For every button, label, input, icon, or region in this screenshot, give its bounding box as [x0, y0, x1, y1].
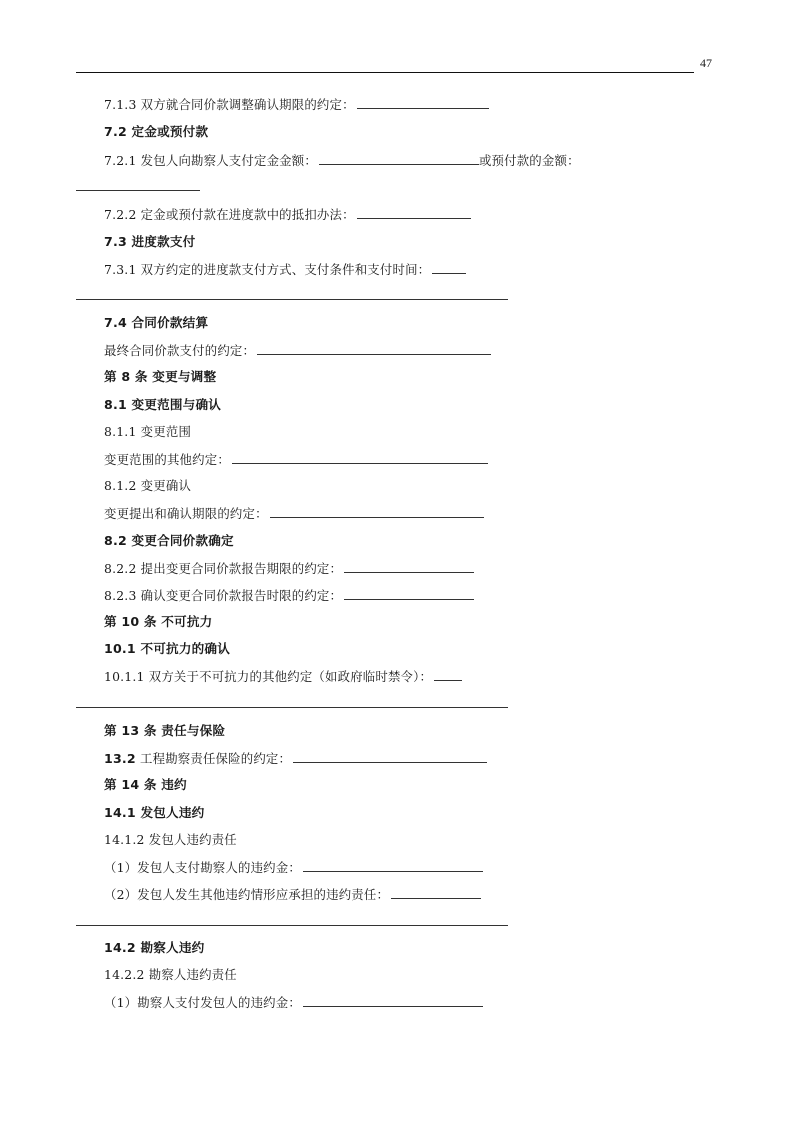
clause-text: （1）勘察人支付发包人的违约金： — [104, 995, 301, 1010]
heading-8-2: 8.2 变更合同价款确定 — [104, 533, 234, 548]
heading-8-1: 8.1 变更范围与确认 — [104, 397, 222, 412]
fill-in-blank[interactable] — [344, 560, 474, 573]
clause-14-1-2-2 — [104, 886, 481, 903]
clause-text: 10.1.1 双方关于不可抗力的其他约定（如政府临时禁令）： — [104, 669, 433, 684]
heading-7-3: 7.3 进度款支付 — [104, 234, 196, 249]
fill-in-blank-continued[interactable] — [76, 925, 508, 926]
clause-8-1-2: 8.1.2 变更确认 — [104, 478, 192, 493]
clause-8-2-3 — [104, 587, 474, 604]
fill-in-blank[interactable] — [232, 451, 488, 464]
fill-in-blank[interactable] — [357, 206, 471, 219]
clause-13-2 — [104, 750, 487, 767]
heading-14-2: 14.2 勘察人违约 — [104, 940, 205, 955]
clause-7-2-2 — [104, 206, 471, 223]
clause-text: 7.2.1 发包人向勘察人支付定金金额： — [104, 153, 317, 168]
fill-in-blank[interactable] — [344, 587, 474, 600]
fill-in-blank[interactable] — [434, 668, 462, 681]
heading-7-2: 7.2 定金或预付款 — [104, 124, 209, 139]
clause-text: 8.2.2 提出变更合同价款报告期限的约定： — [104, 561, 343, 576]
clause-14-2-2: 14.2.2 勘察人违约责任 — [104, 967, 237, 982]
clause-change-confirm-period — [104, 505, 484, 522]
clause-text: 变更提出和确认期限的约定： — [104, 506, 268, 521]
clause-8-1-1: 8.1.1 变更范围 — [104, 424, 192, 439]
fill-in-blank[interactable] — [391, 886, 481, 899]
clause-text: 8.2.3 确认变更合同价款报告时限的约定： — [104, 588, 343, 603]
clause-text: （1）发包人支付勘察人的违约金： — [104, 860, 301, 875]
fill-in-blank[interactable] — [257, 342, 491, 355]
clause-text: 工程勘察责任保险的约定： — [135, 751, 292, 766]
clause-10-1-1 — [104, 668, 462, 685]
clause-text: （2）发包人发生其他违约情形应承担的违约责任： — [104, 887, 390, 902]
article-10: 第 10 条 不可抗力 — [104, 614, 213, 629]
clause-text-tail: 或预付款的金额： — [478, 153, 580, 168]
clause-text: 7.1.3 双方就合同价款调整确认期限的约定： — [104, 97, 355, 112]
clause-14-2-2-1 — [104, 994, 483, 1011]
clause-text: 7.3.1 双方约定的进度款支付方式、支付条件和支付时间： — [104, 262, 431, 277]
clause-change-scope-other — [104, 451, 488, 468]
fill-in-blank[interactable] — [319, 152, 479, 165]
fill-in-blank[interactable] — [293, 750, 487, 763]
heading-10-1: 10.1 不可抗力的确认 — [104, 641, 231, 656]
clause-8-2-2 — [104, 560, 474, 577]
fill-in-blank[interactable] — [357, 96, 489, 109]
article-14: 第 14 条 违约 — [104, 777, 187, 792]
clause-text: 7.2.2 定金或预付款在进度款中的抵扣办法： — [104, 207, 355, 222]
clause-14-1-2: 14.1.2 发包人违约责任 — [104, 832, 237, 847]
clause-number: 13.2 — [104, 751, 136, 766]
clause-7-3-1 — [104, 261, 466, 278]
fill-in-blank[interactable] — [270, 505, 484, 518]
heading-14-1: 14.1 发包人违约 — [104, 805, 205, 820]
clause-text: 变更范围的其他约定： — [104, 452, 230, 467]
heading-7-4: 7.4 合同价款结算 — [104, 315, 209, 330]
fill-in-blank-continued[interactable] — [76, 299, 508, 300]
clause-text: 最终合同价款支付的约定： — [104, 343, 256, 358]
article-8: 第 8 条 变更与调整 — [104, 369, 217, 384]
clause-final-settlement — [104, 342, 491, 359]
fill-in-blank-continued[interactable] — [76, 707, 508, 708]
article-13: 第 13 条 责任与保险 — [104, 723, 226, 738]
clause-7-1-3 — [104, 96, 489, 113]
clause-14-1-2-1 — [104, 859, 483, 876]
clause-7-2-1 — [104, 152, 580, 169]
header-rule — [76, 72, 694, 73]
fill-in-blank[interactable] — [432, 261, 466, 274]
fill-in-blank[interactable] — [303, 994, 483, 1007]
page-number: 47 — [700, 56, 712, 70]
fill-in-blank[interactable] — [303, 859, 483, 872]
fill-in-blank-continued[interactable] — [76, 190, 200, 191]
